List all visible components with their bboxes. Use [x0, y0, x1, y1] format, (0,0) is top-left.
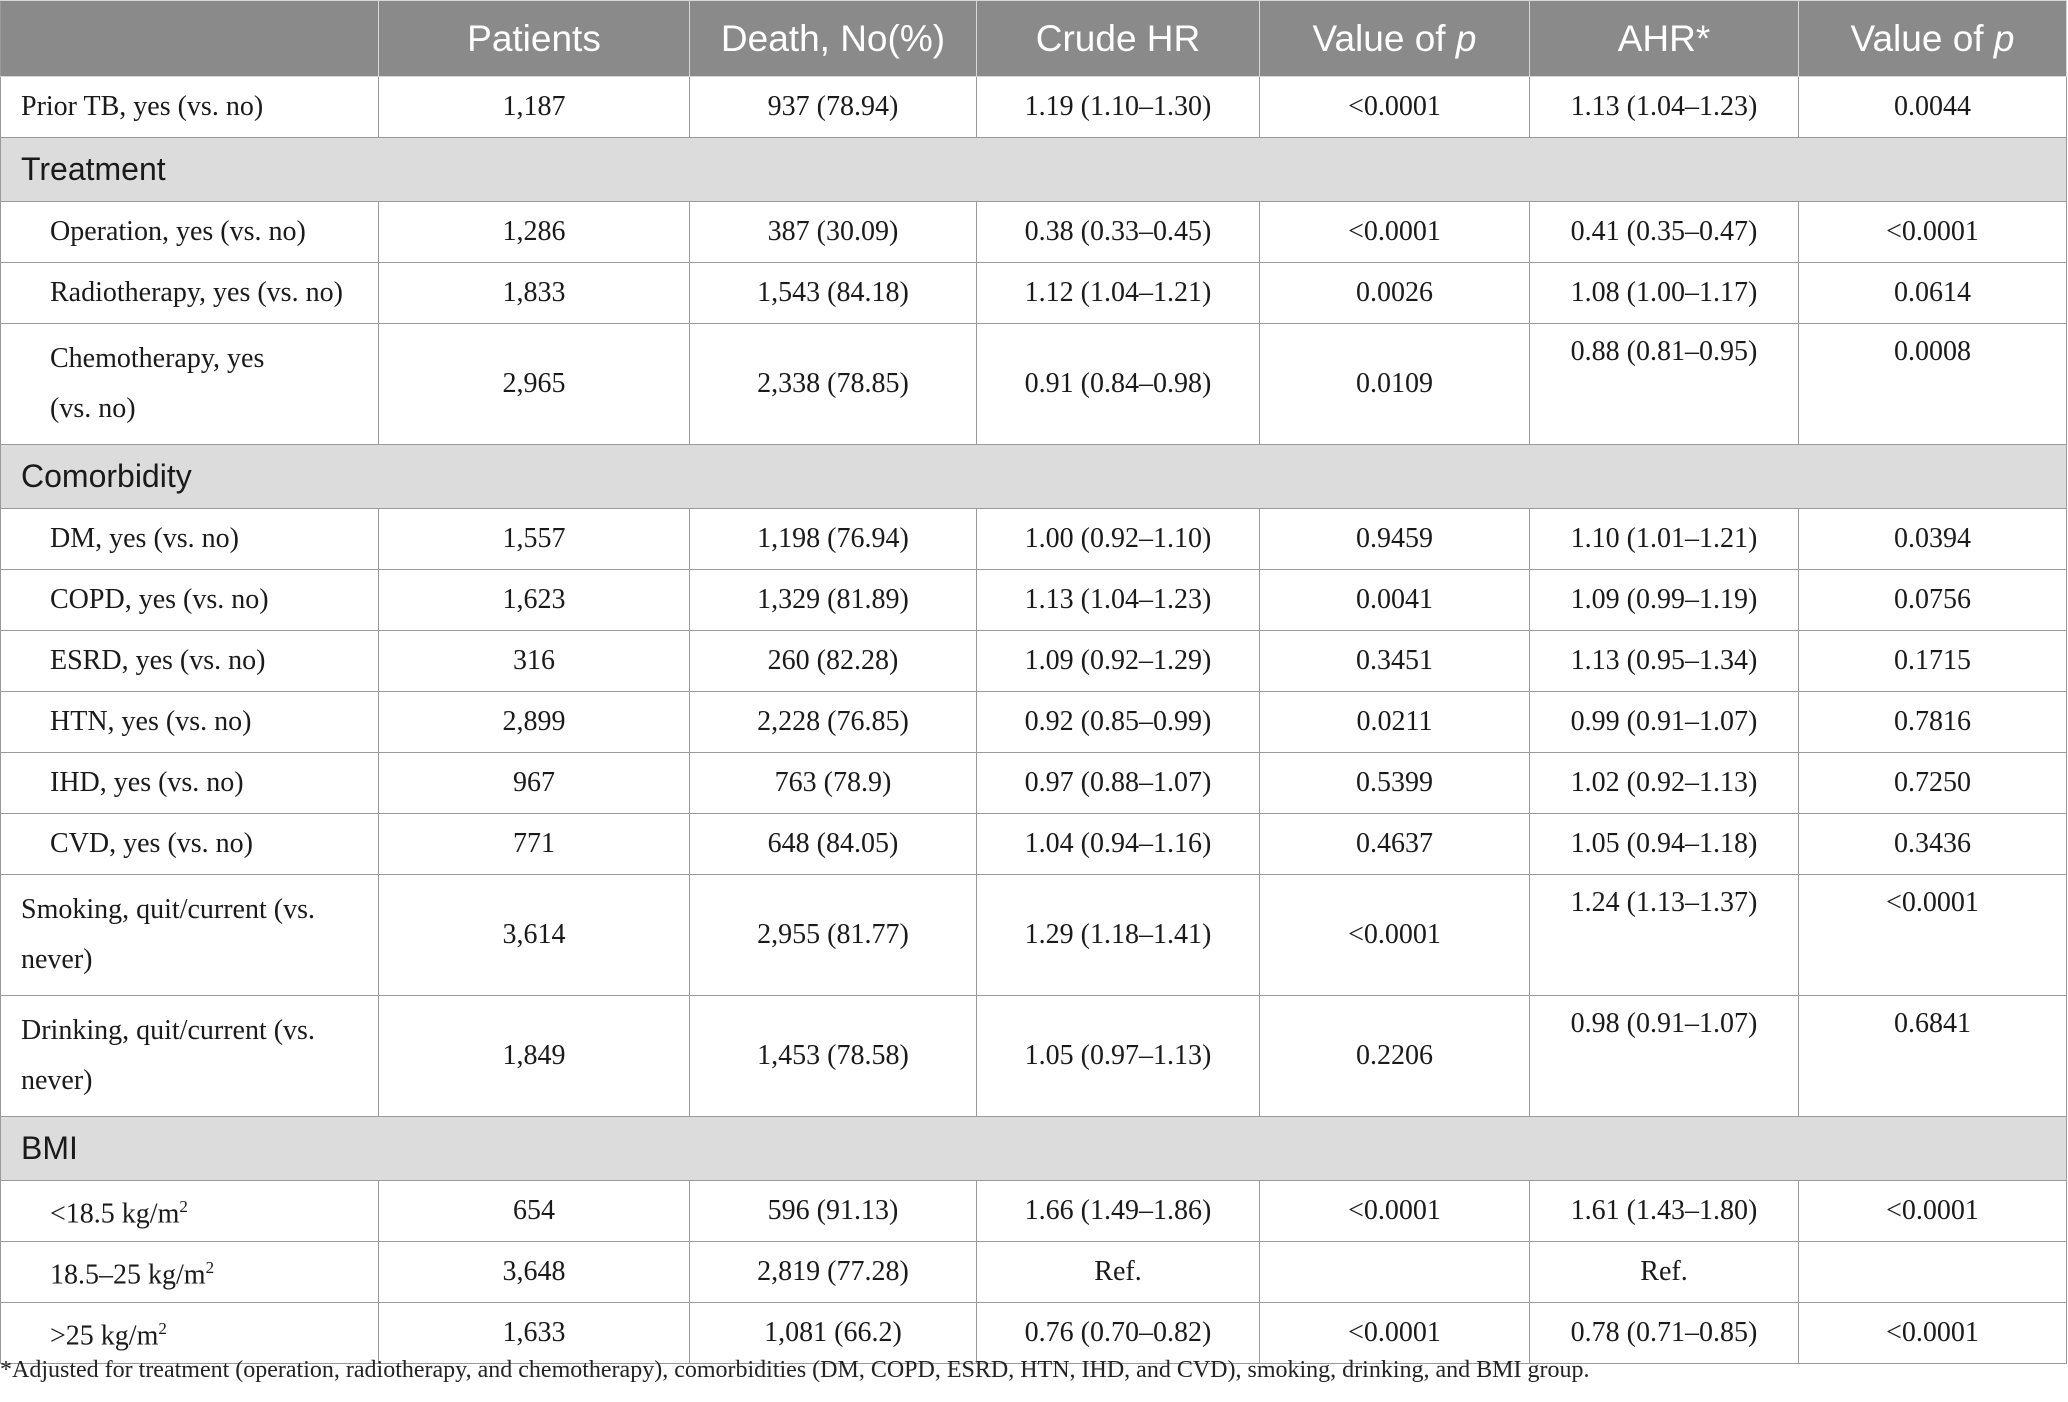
table-cell: 654: [379, 1181, 690, 1242]
table-cell: 0.97 (0.88–1.07): [977, 753, 1260, 814]
row-label-text: ESRD, yes (vs. no): [50, 645, 266, 676]
table-cell: 0.0756: [1799, 570, 2067, 631]
section-row: [1, 1117, 2067, 1181]
table-cell: 1,833: [379, 263, 690, 324]
table-cell: <0.0001: [1799, 1303, 2067, 1364]
table-cell: 2,819 (77.28): [690, 1242, 977, 1303]
section-label: Treatment: [1, 138, 2067, 202]
table-cell: 1.08 (1.00–1.17): [1530, 263, 1799, 324]
table-row: [1, 1303, 2067, 1364]
table-cell: [1799, 1242, 2067, 1303]
table-cell: 0.6841: [1799, 996, 2067, 1117]
table-cell: 1.12 (1.04–1.21): [977, 263, 1260, 324]
table-cell: 1.61 (1.43–1.80): [1530, 1181, 1799, 1242]
table-cell: 1,849: [379, 996, 690, 1117]
table-cell: 1.24 (1.13–1.37): [1530, 875, 1799, 996]
row-label: [1, 1181, 379, 1242]
table-cell: 0.0026: [1260, 263, 1530, 324]
table-cell: <0.0001: [1799, 1181, 2067, 1242]
table-row: [1, 631, 2067, 692]
table-cell: 3,614: [379, 875, 690, 996]
row-label-continued: (vs. no): [50, 393, 136, 424]
column-header: [1260, 1, 1530, 77]
row-label: [1, 996, 379, 1117]
table-cell: 1,329 (81.89): [690, 570, 977, 631]
row-label-continued: never): [21, 944, 93, 975]
table-cell: 1,543 (84.18): [690, 263, 977, 324]
row-label: [1, 875, 379, 996]
table-cell: 2,228 (76.85): [690, 692, 977, 753]
row-label-text: COPD, yes (vs. no): [50, 584, 269, 615]
table-row: [1, 509, 2067, 570]
column-header: [1530, 1, 1799, 77]
row-label-text: Chemotherapy, yes: [50, 343, 265, 374]
table-row: [1, 996, 2067, 1117]
table-cell: 387 (30.09): [690, 202, 977, 263]
table-cell: 0.88 (0.81–0.95): [1530, 324, 1799, 445]
row-label-text: DM, yes (vs. no): [50, 523, 239, 554]
table-cell: 1,453 (78.58): [690, 996, 977, 1117]
table-header-row: [1, 1, 2067, 77]
table-cell: 1,286: [379, 202, 690, 263]
column-header: [690, 1, 977, 77]
row-label: [1, 570, 379, 631]
table-row: [1, 875, 2067, 996]
table-cell: 0.98 (0.91–1.07): [1530, 996, 1799, 1117]
table-cell: Ref.: [977, 1242, 1260, 1303]
section-label: Comorbidity: [1, 445, 2067, 509]
table-cell: <0.0001: [1260, 1303, 1530, 1364]
table-cell: 967: [379, 753, 690, 814]
table-cell: 1.13 (1.04–1.23): [1530, 77, 1799, 138]
row-label: [1, 1242, 379, 1303]
table-cell: 0.0041: [1260, 570, 1530, 631]
table-row: [1, 202, 2067, 263]
table-cell: 0.3451: [1260, 631, 1530, 692]
table-cell: 1,187: [379, 77, 690, 138]
table-cell: [1260, 1242, 1530, 1303]
table-cell: 2,965: [379, 324, 690, 445]
table-cell: 0.0008: [1799, 324, 2067, 445]
table-cell: 596 (91.13): [690, 1181, 977, 1242]
table-cell: 1.00 (0.92–1.10): [977, 509, 1260, 570]
row-label-text: Prior TB, yes (vs. no): [21, 91, 264, 122]
table-footnote: *Adjusted for treatment (operation, radiotherapy, and chemotherapy), comorbidities (DM, COPD, ESRD, HTN, IHD, and CVD), smoking, drinking, and BMI group.: [0, 1357, 1590, 1383]
column-header-text: Value of: [1850, 17, 1994, 59]
table-cell: 0.0614: [1799, 263, 2067, 324]
table-cell: 0.2206: [1260, 996, 1530, 1117]
table-cell: 0.1715: [1799, 631, 2067, 692]
column-header-text: Patients: [467, 17, 601, 59]
table-cell: 0.0109: [1260, 324, 1530, 445]
table-cell: 1,198 (76.94): [690, 509, 977, 570]
table-cell: 1.04 (0.94–1.16): [977, 814, 1260, 875]
table-cell: 0.91 (0.84–0.98): [977, 324, 1260, 445]
table-cell: 0.76 (0.70–0.82): [977, 1303, 1260, 1364]
row-label-text: Drinking, quit/current (vs.: [21, 1015, 315, 1046]
table-cell: 1.13 (1.04–1.23): [977, 570, 1260, 631]
row-label-text: >25 kg/m: [50, 1320, 159, 1352]
table-cell: 2,899: [379, 692, 690, 753]
table-cell: 0.9459: [1260, 509, 1530, 570]
table-cell: 1,081 (66.2): [690, 1303, 977, 1364]
column-header-text: Death, No(%): [720, 17, 946, 59]
table-row: [1, 692, 2067, 753]
row-label-text: CVD, yes (vs. no): [50, 828, 253, 859]
table-cell: <0.0001: [1260, 875, 1530, 996]
table-cell: 1.09 (0.99–1.19): [1530, 570, 1799, 631]
table-cell: <0.0001: [1260, 202, 1530, 263]
table-cell: 0.92 (0.85–0.99): [977, 692, 1260, 753]
row-label: [1, 753, 379, 814]
table-cell: 1.19 (1.10–1.30): [977, 77, 1260, 138]
table-cell: 2,955 (81.77): [690, 875, 977, 996]
table-cell: 0.41 (0.35–0.47): [1530, 202, 1799, 263]
table-cell: <0.0001: [1260, 77, 1530, 138]
column-header-text: Crude HR: [1035, 17, 1201, 59]
table-cell: 1.05 (0.97–1.13): [977, 996, 1260, 1117]
column-header: [1, 1, 379, 77]
table-cell: 763 (78.9): [690, 753, 977, 814]
table-cell: 0.3436: [1799, 814, 2067, 875]
row-label-text: IHD, yes (vs. no): [50, 767, 244, 798]
table-row: [1, 263, 2067, 324]
table-row: [1, 570, 2067, 631]
table-cell: 0.78 (0.71–0.85): [1530, 1303, 1799, 1364]
section-row: [1, 138, 2067, 202]
column-header-italic: p: [1993, 17, 2015, 59]
table-cell: 1.29 (1.18–1.41): [977, 875, 1260, 996]
table-row: [1, 814, 2067, 875]
table-row: [1, 1181, 2067, 1242]
column-header: [1799, 1, 2067, 77]
table-cell: 1.09 (0.92–1.29): [977, 631, 1260, 692]
row-label: [1, 1303, 379, 1364]
column-header-italic: p: [1455, 17, 1477, 59]
row-label-text: Smoking, quit/current (vs.: [21, 894, 315, 925]
row-label-text: Radiotherapy, yes (vs. no): [50, 277, 343, 308]
column-header-text: Value of: [1312, 17, 1456, 59]
unit-superscript: 2: [158, 1319, 167, 1339]
row-label: [1, 77, 379, 138]
table-cell: 1.02 (0.92–1.13): [1530, 753, 1799, 814]
table-cell: 0.5399: [1260, 753, 1530, 814]
column-header-text: AHR*: [1617, 17, 1711, 59]
table-body: [1, 77, 2067, 1364]
table-cell: 0.4637: [1260, 814, 1530, 875]
row-label: [1, 509, 379, 570]
row-label-continued: never): [21, 1065, 93, 1096]
table-cell: 3,648: [379, 1242, 690, 1303]
table-row: [1, 324, 2067, 445]
table-cell: Ref.: [1530, 1242, 1799, 1303]
table-cell: 0.38 (0.33–0.45): [977, 202, 1260, 263]
row-label-text: HTN, yes (vs. no): [50, 706, 252, 737]
table-cell: <0.0001: [1799, 202, 2067, 263]
table-cell: 0.7816: [1799, 692, 2067, 753]
table-cell: <0.0001: [1799, 875, 2067, 996]
row-label-text: Operation, yes (vs. no): [50, 216, 306, 247]
table-cell: 1,633: [379, 1303, 690, 1364]
table-cell: 0.0044: [1799, 77, 2067, 138]
table-cell: 1.66 (1.49–1.86): [977, 1181, 1260, 1242]
table-cell: 1,557: [379, 509, 690, 570]
table-cell: 0.0211: [1260, 692, 1530, 753]
column-header: [977, 1, 1260, 77]
row-label-text: <18.5 kg/m: [50, 1198, 180, 1230]
unit-superscript: 2: [179, 1197, 188, 1217]
table-cell: 648 (84.05): [690, 814, 977, 875]
table-cell: 1.13 (0.95–1.34): [1530, 631, 1799, 692]
unit-superscript: 2: [205, 1258, 215, 1278]
table-cell: 316: [379, 631, 690, 692]
section-label: BMI: [1, 1117, 2067, 1181]
table-cell: 771: [379, 814, 690, 875]
section-row: [1, 445, 2067, 509]
table-cell: 0.99 (0.91–1.07): [1530, 692, 1799, 753]
table-cell: 0.7250: [1799, 753, 2067, 814]
row-label: [1, 692, 379, 753]
table-cell: 2,338 (78.85): [690, 324, 977, 445]
table-row: [1, 1242, 2067, 1303]
table-cell: 1.05 (0.94–1.18): [1530, 814, 1799, 875]
table-cell: 0.0394: [1799, 509, 2067, 570]
row-label: [1, 263, 379, 324]
row-label: [1, 631, 379, 692]
table-cell: 260 (82.28): [690, 631, 977, 692]
table-cell: 937 (78.94): [690, 77, 977, 138]
table-cell: 1,623: [379, 570, 690, 631]
table-row: [1, 753, 2067, 814]
table-cell: 1.10 (1.01–1.21): [1530, 509, 1799, 570]
row-label-text: 18.5–25 kg/m: [50, 1259, 206, 1291]
table-cell: <0.0001: [1260, 1181, 1530, 1242]
row-label: [1, 202, 379, 263]
row-label: [1, 814, 379, 875]
table-row: [1, 77, 2067, 138]
row-label: [1, 324, 379, 445]
column-header: [379, 1, 690, 77]
